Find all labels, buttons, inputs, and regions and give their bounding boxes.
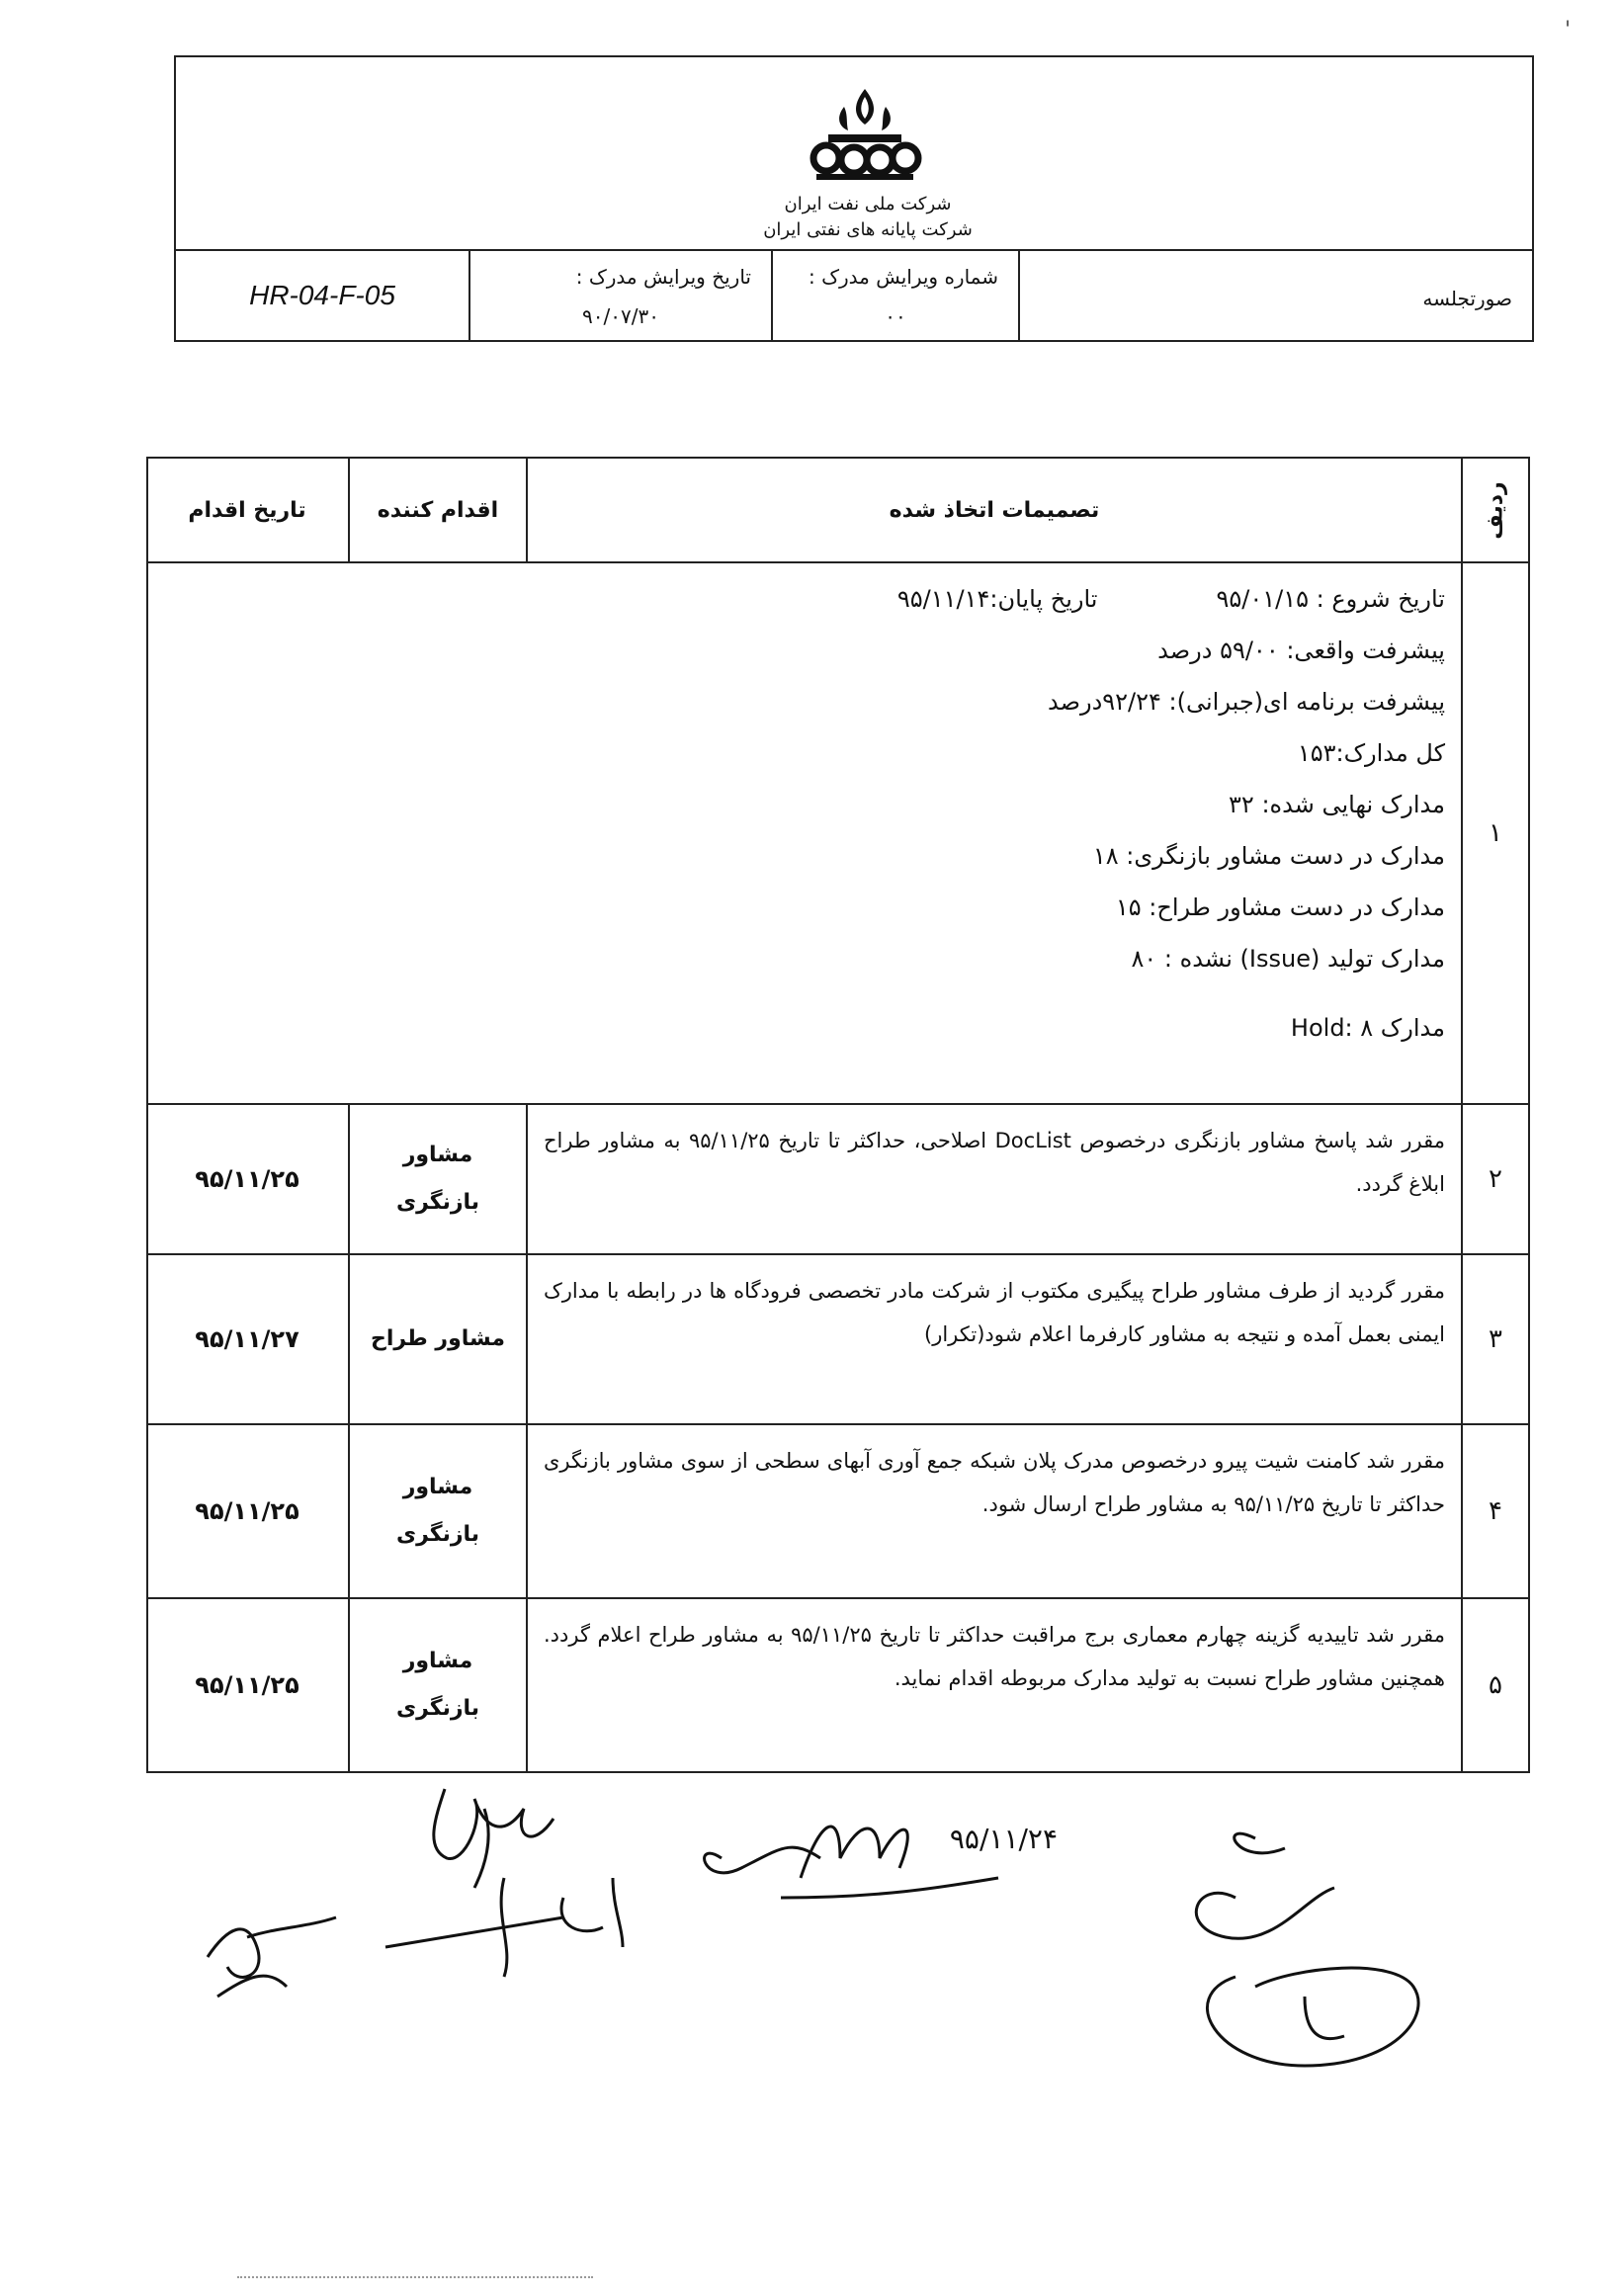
date-range-line <box>164 573 1445 625</box>
doc-code: HR-04-F-05 <box>249 280 395 310</box>
action-by: مشاور بازنگری <box>348 1599 526 1771</box>
action-date: ۹۵/۱۱/۲۵ <box>195 1165 299 1193</box>
actual-progress: پیشرفت واقعی: ۵۹/۰۰ درصد <box>1157 637 1445 664</box>
table-row-3 <box>148 1255 1528 1425</box>
table-row-4 <box>148 1425 1528 1599</box>
row-number: ۲ <box>1461 1105 1528 1253</box>
decisions-table <box>146 457 1530 1773</box>
action-date: ۹۵/۱۱/۲۵ <box>195 1671 299 1699</box>
signature-3 <box>385 1878 623 1977</box>
revision-number-label: شماره ویرایش مدرک : <box>808 265 998 289</box>
handwritten-date: ۹۵/۱۱/۲۴ <box>949 1823 1058 1855</box>
hold-docs: مدارک Hold: ۸ <box>1290 1014 1445 1042</box>
page-corner-mark: ' <box>1565 18 1572 43</box>
signatures-area <box>188 1779 1473 2105</box>
signature-5 <box>1196 1833 1418 2066</box>
header-logo-area <box>176 57 1532 251</box>
designer-docs: مدارک در دست مشاور طراح: ۱۵ <box>1115 893 1445 921</box>
end-date: تاریخ پایان:۹۵/۱۱/۱۴ <box>896 585 1098 613</box>
action-by: مشاور بازنگری <box>348 1425 526 1597</box>
row-number: ۱ <box>1461 563 1528 1103</box>
final-docs: مدارک نهایی شده: ۳۲ <box>1229 791 1445 818</box>
decision-text: مقرر شد کامنت شیت پیرو درخصوص مدرک پلان شبکه جمع آوری آبهای سطحی از سوی مشاور بازنگری حداکثر تا تاریخ ۹۵/۱۱/۲۵ به مشاور طراح ارسال شود. <box>526 1425 1461 1597</box>
decision-text: مقرر شد پاسخ مشاور بازنگری درخصوص DocList اصلاحی، حداکثر تا تاریخ ۹۵/۱۱/۲۵ به مشاور طراح ابلاغ گردد. <box>526 1105 1461 1253</box>
total-docs: کل مدارک:۱۵۳ <box>1297 739 1445 767</box>
signature-1 <box>434 1789 554 1888</box>
header-info-row <box>176 251 1532 340</box>
revision-date-value: ۹۰/۰۷/۳۰ <box>582 304 659 328</box>
revision-date-label: تاریخ ویرایش مدرک : <box>575 265 751 289</box>
action-date: ۹۵/۱۱/۲۷ <box>195 1325 299 1353</box>
start-date: تاریخ شروع : ۹۵/۰۱/۱۵ <box>1216 585 1445 613</box>
action-by: مشاور بازنگری <box>348 1105 526 1253</box>
table-row-5 <box>148 1599 1528 1771</box>
row-number: ۴ <box>1461 1425 1528 1597</box>
doc-type-title: صورتجلسه <box>1422 287 1512 310</box>
nioc-logo-icon <box>807 85 923 184</box>
not-issued-docs: مدارک تولید (Issue) نشده : ۸۰ <box>1131 945 1445 973</box>
review-docs: مدارک در دست مشاور بازنگری: ۱۸ <box>1092 842 1445 870</box>
revision-date-cell <box>469 251 771 340</box>
revision-number-cell <box>771 251 1018 340</box>
document-header <box>174 55 1534 342</box>
decision-text: مقرر گردید از طرف مشاور طراح پیگیری مکتوب از شرکت مادر تخصصی فرودگاه ها در رابطه با مدارک ایمنی بعمل آمده و نتیجه به مشاور کارفرما اعلام شود(تکرار) <box>526 1255 1461 1423</box>
doc-type-cell <box>1018 251 1532 340</box>
header-action-by: اقدام کننده <box>348 459 526 561</box>
planned-progress: پیشرفت برنامه ای(جبرانی): ۹۲/۲۴درصد <box>1048 688 1445 716</box>
signature-2 <box>208 1917 336 1997</box>
doc-code-cell <box>176 251 469 340</box>
header-decisions: تصمیمات اتخاذ شده <box>526 459 1461 561</box>
header-row-number: ردیف <box>1461 459 1528 561</box>
action-by: مشاور طراح <box>348 1255 526 1423</box>
header-action-date: تاریخ اقدام <box>188 497 306 523</box>
table-header-row <box>148 459 1528 563</box>
action-date: ۹۵/۱۱/۲۵ <box>195 1497 299 1525</box>
company-name-nioc: شرکت ملی نفت ایران <box>784 194 952 214</box>
table-row-1 <box>148 563 1528 1105</box>
revision-number-value: ۰۰ <box>885 304 906 328</box>
table-row-2 <box>148 1105 1528 1255</box>
row-number: ۳ <box>1461 1255 1528 1423</box>
project-status <box>148 563 1461 1103</box>
company-name-terminals: شرکت پایانه های نفتی ایران <box>763 219 973 240</box>
row-number: ۵ <box>1461 1599 1528 1771</box>
decision-text: مقرر شد تاییدیه گزینه چهارم معماری برج مراقبت حداکثر تا تاریخ ۹۵/۱۱/۲۵ به مشاور طراح اعلام گردد. همچنین مشاور طراح نسبت به تولید مدارک مربوطه اقدام نماید. <box>526 1599 1461 1771</box>
footer-scan-mark <box>237 2276 593 2284</box>
